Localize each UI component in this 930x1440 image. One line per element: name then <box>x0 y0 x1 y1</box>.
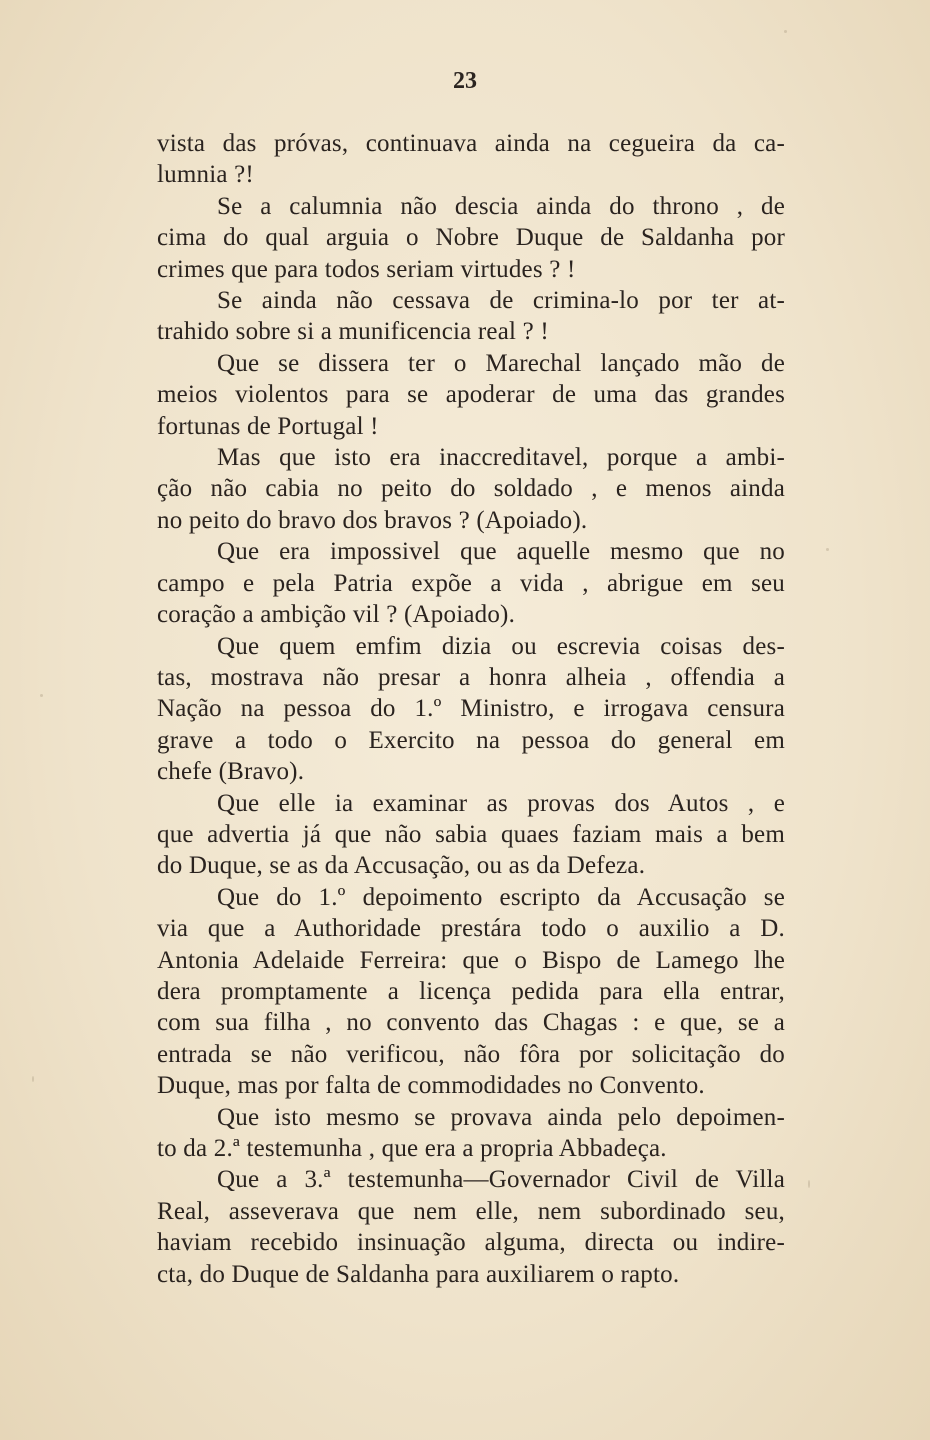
text-line: grave a todo o Exercito na pessoa do general em <box>157 726 785 754</box>
text-line: que advertia já que não sabia quaes faziam mais a bem <box>157 820 785 848</box>
text-line: Antonia Adelaide Ferreira: que o Bispo de Lamego lhe <box>157 946 785 974</box>
paragraph <box>157 788 785 882</box>
text-line: fortunas de Portugal ! <box>157 412 379 440</box>
paragraph <box>157 631 785 788</box>
paragraph <box>157 882 785 1102</box>
text-line: vista das próvas, continuava ainda na cegueira da ca- <box>157 130 785 157</box>
text-line: Que quem emfim dizia ou escrevia coisas des- <box>217 632 785 660</box>
text-line: meios violentos para se apoderar de uma das grandes <box>157 381 785 409</box>
text-line: Que era impossivel que aquelle mesmo que no <box>217 538 785 566</box>
paragraph <box>157 1102 785 1165</box>
text-line: campo e pela Patria expõe a vida , abrigue em seu <box>157 569 785 597</box>
paragraph <box>157 191 785 285</box>
paragraph <box>157 536 785 630</box>
text-line: Nação na pessoa do 1.º Ministro, e irrogava censura <box>157 695 785 723</box>
text-line: Real, asseverava que nem elle, nem subordinado seu, <box>157 1197 785 1225</box>
text-line: Que se dissera ter o Marechal lançado mão de <box>217 349 785 377</box>
paper-speck <box>826 548 829 551</box>
paragraph <box>157 442 785 536</box>
text-line: to da 2.ª testemunha , que era a propria Abbadeça. <box>157 1135 667 1162</box>
paragraph <box>157 1164 785 1290</box>
text-line: tas, mostrava não presar a honra alheia , offendia a <box>157 663 785 691</box>
text-line: Duque, mas por falta de commodidades no Convento. <box>157 1072 705 1100</box>
text-line: dera promptamente a licença pedida para ella entrar, <box>157 977 785 1005</box>
text-line: lumnia ?! <box>157 161 254 189</box>
text-line: Que a 3.ª testemunha—Governador Civil de Villa <box>217 1166 785 1194</box>
paragraph <box>157 348 785 442</box>
text-line: no peito do bravo dos bravos ? (Apoiado). <box>157 506 588 534</box>
text-line: cta, do Duque de Saldanha para auxiliarem o rapto. <box>157 1260 680 1288</box>
text-line: cima do qual arguia o Nobre Duque de Saldanha por <box>157 224 785 252</box>
text-line: Que do 1.º depoimento escripto da Accusação se <box>217 883 785 911</box>
paper-speck <box>32 1076 34 1082</box>
text-line: chefe (Bravo). <box>157 758 305 786</box>
text-line: com sua filha , no convento das Chagas : e que, se a <box>157 1009 785 1037</box>
text-line: trahido sobre si a munificencia real ? ! <box>157 318 549 346</box>
text-line: entrada se não verificou, não fôra por solicitação do <box>157 1040 785 1068</box>
text-line: haviam recebido insinuação alguma, directa ou indire- <box>157 1229 785 1257</box>
page-number: 23 <box>453 68 477 94</box>
paper-speck <box>40 694 43 697</box>
paragraph <box>157 128 785 191</box>
text-line: Que isto mesmo se provava ainda pelo depoimen- <box>217 1103 785 1131</box>
text-line: ção não cabia no peito do soldado , e menos ainda <box>157 475 785 503</box>
text-line: via que a Authoridade prestára todo o auxilio a D. <box>157 915 785 943</box>
text-line: Que elle ia examinar as provas dos Autos , e <box>217 789 785 817</box>
paragraph <box>157 285 785 348</box>
text-line: Se a calumnia não descia ainda do throno , de <box>217 192 785 220</box>
paper-speck <box>784 30 787 33</box>
text-line: Se ainda não cessava de crimina-lo por ter at- <box>217 287 785 315</box>
text-line: coração a ambição vil ? (Apoiado). <box>157 601 516 629</box>
paper-speck <box>808 1180 810 1188</box>
text-line: crimes que para todos seriam virtudes ? ! <box>157 255 576 283</box>
text-line: Mas que isto era inaccreditavel, porque a ambi- <box>217 444 785 472</box>
body-text <box>157 128 785 1290</box>
text-line: do Duque, se as da Accusação, ou as da Defeza. <box>157 852 646 880</box>
